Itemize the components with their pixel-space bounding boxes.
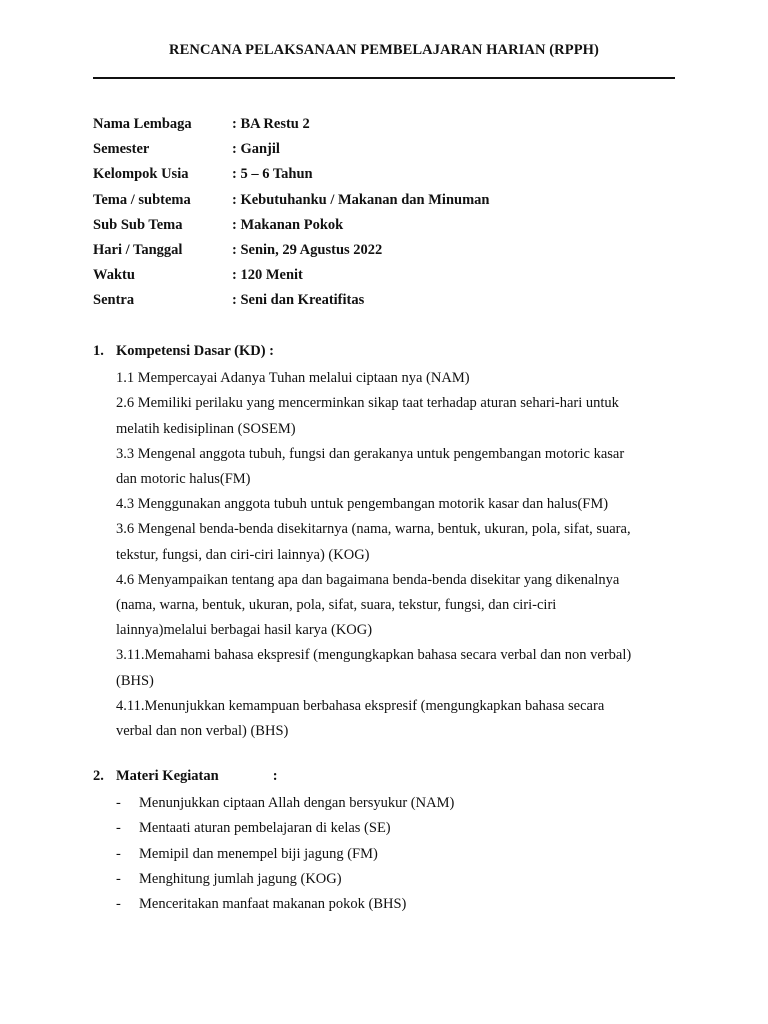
section-title: Kompetensi Dasar (KD) : (116, 343, 275, 359)
list-item (93, 816, 675, 841)
kd-line: 4.6 Menyampaikan tentang apa dan bagaimana benda-benda disekitar yang dikenalnya (116, 571, 620, 588)
info-label: Waktu (93, 267, 135, 284)
info-value: : 120 Menit (232, 267, 303, 284)
kd-line: (BHS) (116, 672, 154, 689)
kd-line: verbal dan non verbal) (BHS) (116, 723, 289, 740)
section-heading (93, 766, 675, 791)
info-value: : 5 – 6 Tahun (232, 166, 313, 183)
kd-line: 3.3 Mengenal anggota tubuh, fungsi dan gerakanya untuk pengembangan motoric kasar (116, 445, 625, 462)
info-label: Sub Sub Tema (93, 216, 183, 233)
info-value: : BA Restu 2 (232, 116, 310, 132)
list-item (93, 892, 675, 917)
kd-line: dan motoric halus(FM) (116, 471, 251, 487)
info-label: Kelompok Usia (93, 166, 189, 183)
info-row-sentra (93, 290, 675, 315)
info-row-waktu (93, 265, 675, 290)
info-row-sub-sub-tema (93, 215, 675, 240)
section-title: Materi Kegiatan (116, 768, 219, 784)
info-label: Hari / Tanggal (93, 241, 183, 258)
kd-line: (nama, warna, bentuk, ukuran, pola, sifat, suara, tekstur, fungsi, dan ciri-ciri (116, 597, 557, 614)
info-row-nama-lembaga (93, 114, 675, 139)
bullet-dash: - (116, 896, 121, 912)
info-label: Tema / subtema (93, 191, 191, 208)
kd-line: tekstur, fungsi, dan ciri-ciri lainnya) (KOG) (116, 546, 370, 563)
info-label: Sentra (93, 292, 135, 309)
section-number: 2. (93, 768, 104, 784)
info-row-kelompok-usia (93, 164, 675, 189)
info-value: : Seni dan Kreatifitas (232, 292, 365, 309)
list-item-text: Menunjukkan ciptaan Allah dengan bersyukur (NAM) (139, 795, 455, 812)
list-item-text: Menghitung jumlah jagung (KOG) (139, 870, 342, 887)
info-value: : Senin, 29 Agustus 2022 (232, 241, 383, 258)
section-heading (93, 341, 675, 366)
info-value: : Kebutuhanku / Makanan dan Minuman (232, 191, 490, 208)
kd-line: 3.6 Mengenal benda-benda disekitarnya (nama, warna, bentuk, ukuran, pola, sifat, suara, (116, 521, 631, 538)
info-value: : Ganjil (232, 141, 280, 158)
bullet-dash: - (116, 795, 121, 812)
info-row-semester (93, 139, 675, 164)
info-value: : Makanan Pokok (232, 216, 344, 233)
list-item-text: Mentaati aturan pembelajaran di kelas (SE) (139, 820, 391, 837)
section-number: 1. (93, 343, 104, 359)
bullet-dash: - (116, 820, 121, 837)
info-label: Nama Lembaga (93, 116, 192, 132)
kd-line: 4.3 Menggunakan anggota tubuh untuk pengembangan motorik kasar dan halus(FM) (116, 496, 609, 513)
bullet-dash: - (116, 845, 121, 862)
kd-line: 1.1 Mempercayai Adanya Tuhan melalui ciptaan nya (NAM) (116, 370, 470, 387)
list-item-text: Menceritakan manfaat makanan pokok (BHS) (139, 896, 407, 912)
kd-line: 2.6 Memiliki perilaku yang mencerminkan sikap taat terhadap aturan sehari-hari untuk (116, 395, 619, 412)
kd-list (93, 366, 675, 744)
section-kompetensi-dasar (93, 341, 675, 744)
document-title: RENCANA PELAKSANAAN PEMBELAJARAN HARIAN (RPPH) (169, 42, 599, 58)
list-item (93, 842, 675, 867)
kd-line: 4.11.Menunjukkan kemampuan berbahasa ekspresif (mengungkapkan bahasa secara (116, 697, 605, 714)
info-row-hari-tanggal (93, 240, 675, 265)
info-row-tema (93, 190, 675, 215)
kd-line: 3.11.Memahami bahasa ekspresif (mengungkapkan bahasa secara verbal dan non verbal) (116, 647, 632, 664)
kd-line: lainnya)melalui berbagai hasil karya (KOG) (116, 622, 373, 639)
kd-line: melatih kedisiplinan (SOSEM) (116, 420, 296, 437)
info-label: Semester (93, 141, 150, 158)
list-item-text: Memipil dan menempel biji jagung (FM) (139, 845, 378, 862)
section-materi-kegiatan (93, 766, 675, 917)
identity-table (93, 114, 675, 316)
list-item (93, 867, 675, 892)
bullet-dash: - (116, 870, 121, 887)
section-colon: : (272, 768, 278, 784)
title-divider (93, 77, 675, 79)
list-item (93, 791, 675, 816)
